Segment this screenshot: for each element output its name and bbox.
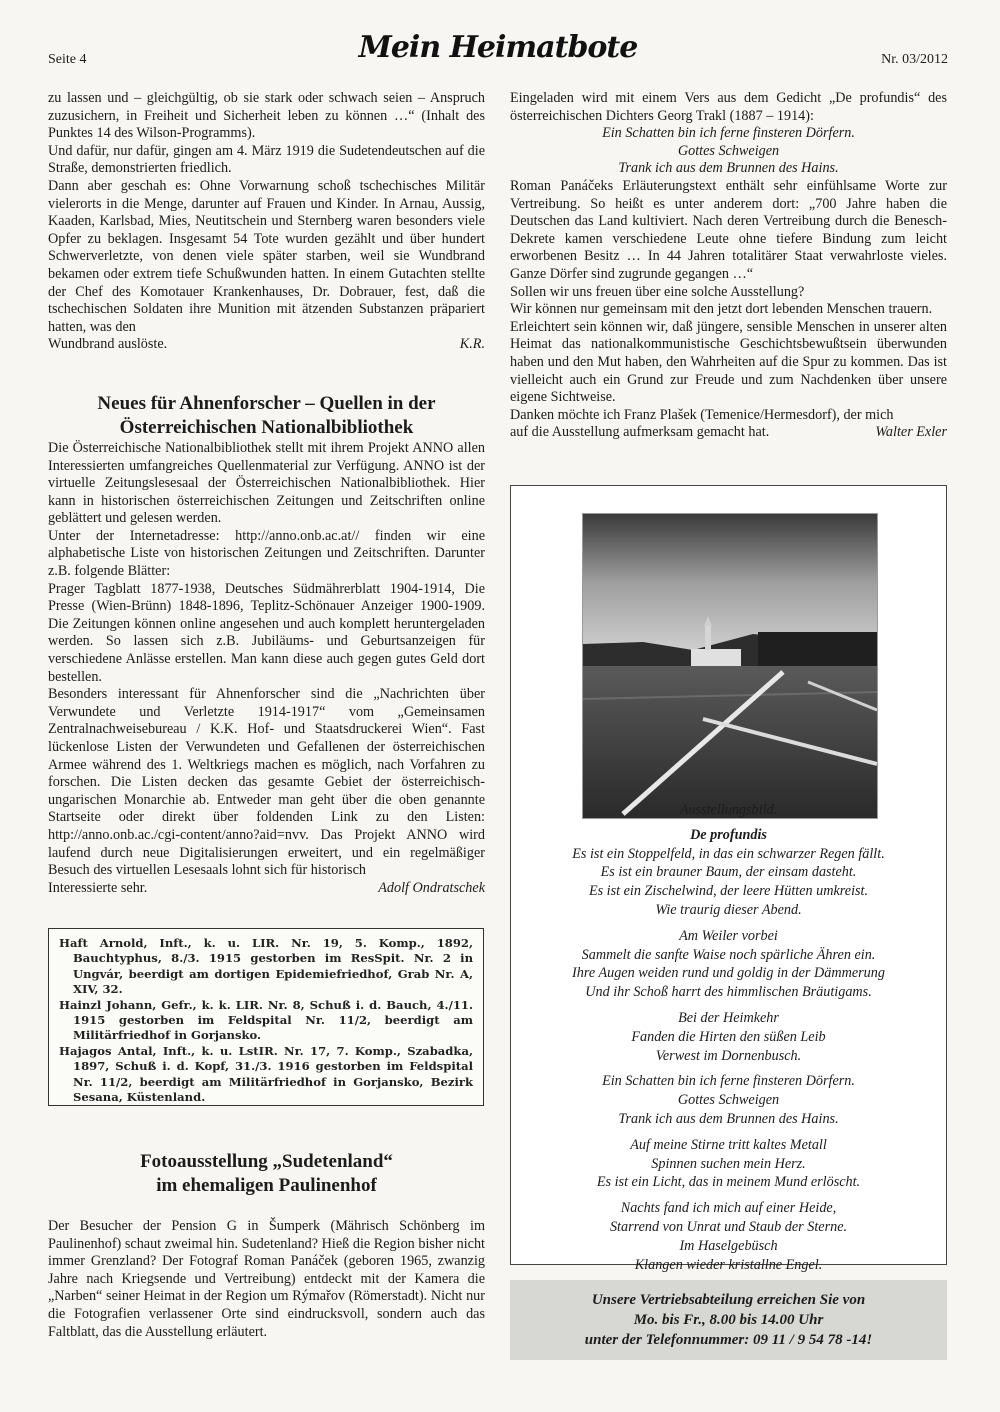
poem-line: Gottes Schweigen xyxy=(677,1092,780,1109)
page-header xyxy=(48,28,948,72)
clipping-entry: Hajagos Antal, Inft., k. u. LstIR. Nr. 17, 7. Komp., Szabadka, 1897, Schuß i. d. Kopf, 31./3. 1916 gestorben im Feldspital Nr. 11/2, beerdigt am Militärfriedhof in Gorjansko, Bezirk Sesana, Küstenland. xyxy=(59,1043,473,1105)
right-last-line: auf die Ausstellung aufmerksam gemacht hat. xyxy=(510,424,770,441)
ahnen-closing-line xyxy=(48,880,485,898)
poem-line: Wie traurig dieser Abend. xyxy=(655,901,802,918)
poem-stanza xyxy=(511,927,946,1002)
clipping-entry: Hainzl Johann, Gefr., k. k. LIR. Nr. 8, Schuß i. d. Bauch, 4./11. 1915 gestorben im Feldspital Nr. 11/2, beerdigt am Militärfriedhof in Gorjansko. xyxy=(59,997,473,1043)
right-signature: Walter Exler xyxy=(875,424,947,441)
ahnen-headline-line1: Neues für Ahnenforscher – Quellen in der xyxy=(97,392,436,414)
poem-line: Verwest im Dornenbusch. xyxy=(655,1047,802,1064)
poem-block xyxy=(511,801,946,1281)
right-intro: Eingeladen wird mit einem Vers aus dem Gedicht „De profundis“ des österreichischen Dichters Georg Trakl (1887 – 1914): xyxy=(510,90,947,124)
notice-line: unter der Telefonnummer: 09 11 / 9 54 78 -14! xyxy=(584,1332,873,1348)
issue-number: Nr. 03/2012 xyxy=(881,52,948,67)
masthead-logo: Mein Heimatbote xyxy=(358,30,638,65)
newspaper-clipping xyxy=(48,928,484,1106)
poem-line: Trank ich aus dem Brunnen des Hains. xyxy=(618,1110,839,1127)
intro-paragraph: Und dafür, nur dafür, gingen am 4. März 1919 die Sudetendeutschen auf die Straße, demonstrierten friedlich. xyxy=(48,142,485,177)
right-paragraph: Roman Panáčeks Erläuterungstext enthält sehr einfühlsame Worte zur Vertreibung. So heißt es unter anderem dort: „700 Jahre haben die Deutschen das Land kultiviert. Nach deren Vertreibung durch die Benesch-Dekrete kamen verschiedene Leute ohne tiefere Bindung zum leicht erworbenen Besitz … In 44 Jahren totalitärer Staat verwahrloste vieles. Ganze Dörfer sind zugrunde gegangen …“ xyxy=(510,177,947,282)
right-paragraph: Wir können nur gemeinsam mit den jetzt dort lebenden Menschen trauern. xyxy=(510,301,933,318)
verse-line: Ein Schatten bin ich ferne finsteren Dörfern. xyxy=(602,125,855,142)
poem-line: Starrend von Unrat und Staub der Sterne. xyxy=(609,1218,848,1235)
poem-line: Ein Schatten bin ich ferne finsteren Dörfern. xyxy=(602,1073,855,1090)
poem-line: Klangen wieder kristallne Engel. xyxy=(634,1256,823,1273)
poem-stanza xyxy=(511,1136,946,1192)
clipping-entry: Haft Arnold, Inft., k. u. LIR. Nr. 19, 5. Komp., 1892, Bauchtyphus, 8./3. 1915 gestorben im ResSpit. Nr. 2 in Ungvár, beerdigt am dortigen Epidemiefriedhof, Grab Nr. A, XIV, 32. xyxy=(59,936,473,997)
sales-notice xyxy=(510,1280,947,1360)
poem-line: Bei der Heimkehr xyxy=(678,1009,779,1026)
ahnen-last-line: Interessierte sehr. xyxy=(48,879,148,896)
poem-line: Nachts fand ich mich auf einer Heide, xyxy=(620,1200,837,1217)
intro-closing-line xyxy=(48,336,485,354)
left-column xyxy=(48,90,485,897)
poem-line: Es ist ein brauner Baum, der einsam dasteht. xyxy=(600,864,857,881)
poem-line: Spinnen suchen mein Herz. xyxy=(651,1155,806,1172)
notice-line: Mo. bis Fr., 8.00 bis 14.00 Uhr xyxy=(633,1312,824,1328)
poem-line: Es ist ein Licht, das in meinem Mund erlöscht. xyxy=(596,1174,861,1191)
right-paragraph: Danken möchte ich Franz Plašek (Temenice/Hermesdorf), der mich xyxy=(510,406,894,423)
poem-line: Im Haselgebüsch xyxy=(679,1237,778,1254)
intro-last-line: Wundbrand auslöste. xyxy=(48,336,168,353)
ahnen-paragraph: Besonders interessant für Ahnenforscher sind die „Nachrichten über Verwundete und Verletzte 1914-1917“ vom „Gemeinsamen Zentralnachweisebureau / K.K. Hof- und Staatsdruckerei Wien“. Fast lückenlose Listen der Verwundeten und Gefallenen der österreichischen Armee während des 1. Weltkriegs machen es möglich, nach Vorfahren zu forschen. Die Listen decken das gesamte Gebiet der österreichisch-ungarischen Monarchie ab. Entweder man geht über die oben genannte Startseite oder direkt über foldenden Link zu den Listen: http://anno.onb.ac./cgi-content/anno?aid=nvv. Das Projekt ANNO wird laufend durch neue Digitalisierungen erweitert, und ein regelmäßiger Besuch des virtuellen Lesesaals lohnt sich für historisch xyxy=(48,686,485,879)
right-paragraph: Erleichtert sein können wir, daß jüngere, sensible Menschen in unserer alten Heimat das nationalkommunistische Geschichtsbewußtsein überwunden haben und den Mut haben, den Wahrheiten auf die Spur zu kommen. Das ist vielleicht auch ein Grund zur Freude und zum Nachdenken über unsere eigene Sichtweise. xyxy=(510,318,947,406)
intro-paragraph: Dann aber geschah es: Ohne Vorwarnung schoß tschechisches Militär vielerorts in die Menge, darunter auf Frauen und Kinder. In Arnau, Aussig, Kaaden, Karlsbad, Mies, Neutitschein und Sternberg waren besonders viele Opfer zu beklagen. Insgesamt 54 Tote wurden gezählt und über hundert Schwerverletzte, von denen viele später starben, weil sie Wundbrand bekamen oder extrem tiefe Schußwunden hatten. In einem Gutachten stellte der Chef des Komotauer Krankenhauses, Dr. Dobrauer, fest, daß die tschechischen Soldaten ihre Munition mit ätzenden Substanzen präpariert hatten, was den xyxy=(48,177,485,335)
foto-headline-line1: Fotoausstellung „Sudetenland“ xyxy=(140,1151,393,1172)
poem-line: Fanden die Hirten den süßen Leib xyxy=(631,1028,826,1045)
right-paragraph: Sollen wir uns freuen über eine solche Ausstellung? xyxy=(510,283,805,300)
intro-paragraph: zu lassen und – gleichgültig, ob sie stark oder schwach seien – Anspruch zuzusichern, in Freiheit und Sicherheit leben zu können …“ (Inhalt des Punktes 14 des Wilson-Programms). xyxy=(48,90,485,142)
poem-stanza xyxy=(511,845,946,920)
ahnen-headline xyxy=(48,392,485,440)
foto-paragraph: Der Besucher der Pension G in Šumperk (Mährisch Schönberg im Paulinenhof) schaut zweimal hin. Sudetenland? Hieß die Region bisher nicht immer Grenzland? Der Fotograf Roman Panáček (geboren 1965, zwanzig Jahre nach Kriegsende und Vertreibung) entdeckt mit der Kamera die „Narben“ seiner Heimat in der Region um Rýmařov (Römerstadt). Nicht nur die Fotografien verlassener Orte sind eindrucksvoll, sondern auch das Faltblatt, das die Ausstellung erläutert. xyxy=(48,1218,485,1340)
page-number: Seite 4 xyxy=(48,52,87,67)
verse-line: Trank ich aus dem Brunnen des Hains. xyxy=(618,160,839,177)
verse-line: Gottes Schweigen xyxy=(677,142,780,159)
foto-article xyxy=(48,1150,485,1341)
ahnen-headline-line2: Österreichischen Nationalbibliothek xyxy=(119,416,414,438)
right-column xyxy=(510,90,947,442)
ahnen-paragraph: Unter der Internetadresse: http://anno.onb.ac.at// finden wir eine alphabetische Liste von historischen Zeitungen und Zeitschriften. Darunter z.B. folgende Blätter: xyxy=(48,527,485,580)
poem-line: Auf meine Stirne tritt kaltes Metall xyxy=(630,1136,827,1153)
intro-signature: K.R. xyxy=(459,336,485,353)
foto-headline-line2: im ehemaligen Paulinenhof xyxy=(156,1175,377,1196)
poem-line: Ihre Augen weiden rund und goldig in der Dämmerung xyxy=(572,965,885,982)
exhibition-box xyxy=(510,485,947,1273)
field-landscape-image xyxy=(583,514,877,818)
poem-title: De profundis xyxy=(690,826,767,843)
poem-stanza xyxy=(511,1009,946,1065)
right-closing-line xyxy=(510,424,947,442)
poem-line: Und ihr Schoß harrt des himmlischen Bräutigams. xyxy=(585,984,872,1001)
poem-line: Es ist ein Zischelwind, der leere Hütten umkreist. xyxy=(588,883,869,900)
poem-line: Sammelt die sanfte Waise noch spärliche Ähren ein. xyxy=(581,946,876,963)
poem-line: Am Weiler vorbei xyxy=(679,927,778,944)
foto-headline xyxy=(48,1150,485,1198)
poem-stanza xyxy=(511,1199,946,1274)
ahnen-paragraph: Die Österreichische Nationalbibliothek stellt mit ihrem Projekt ANNO allen Interessierten umfangreiches Quellenmaterial zur Verfügung. ANNO ist der virtuelle Zeitungslesesaal der Österreichischen Nationalbibliothek. Hier kann in historischen österreichischen Zeitungen und Zeitschriften online geblättert und gelesen werden. xyxy=(48,439,485,527)
notice-line: Unsere Vertriebsabteilung erreichen Sie von xyxy=(591,1292,866,1308)
photo-caption: Ausstellungsbild. xyxy=(679,802,778,818)
exhibition-photo xyxy=(582,513,878,819)
ahnen-signature: Adolf Ondratschek xyxy=(378,879,485,896)
ahnen-paragraph: Prager Tagblatt 1877-1938, Deutsches Südmährerblatt 1904-1914, Die Presse (Wien-Brünn) 1848-1896, Teplitz-Schönauer Anzeiger 1900-1909. Die Zeitungen können online angesehen und auch komplett heruntergeladen werden. So lassen sich z.B. Jubiläums- und Geburtsanzeigen für verschiedene Anlässe erstellen. Man kann diese auch gegen gutes Geld dort bestellen. xyxy=(48,580,485,685)
poem-stanza xyxy=(511,1072,946,1128)
poem-line: Es ist ein Stoppelfeld, in das ein schwarzer Regen fällt. xyxy=(572,845,885,862)
